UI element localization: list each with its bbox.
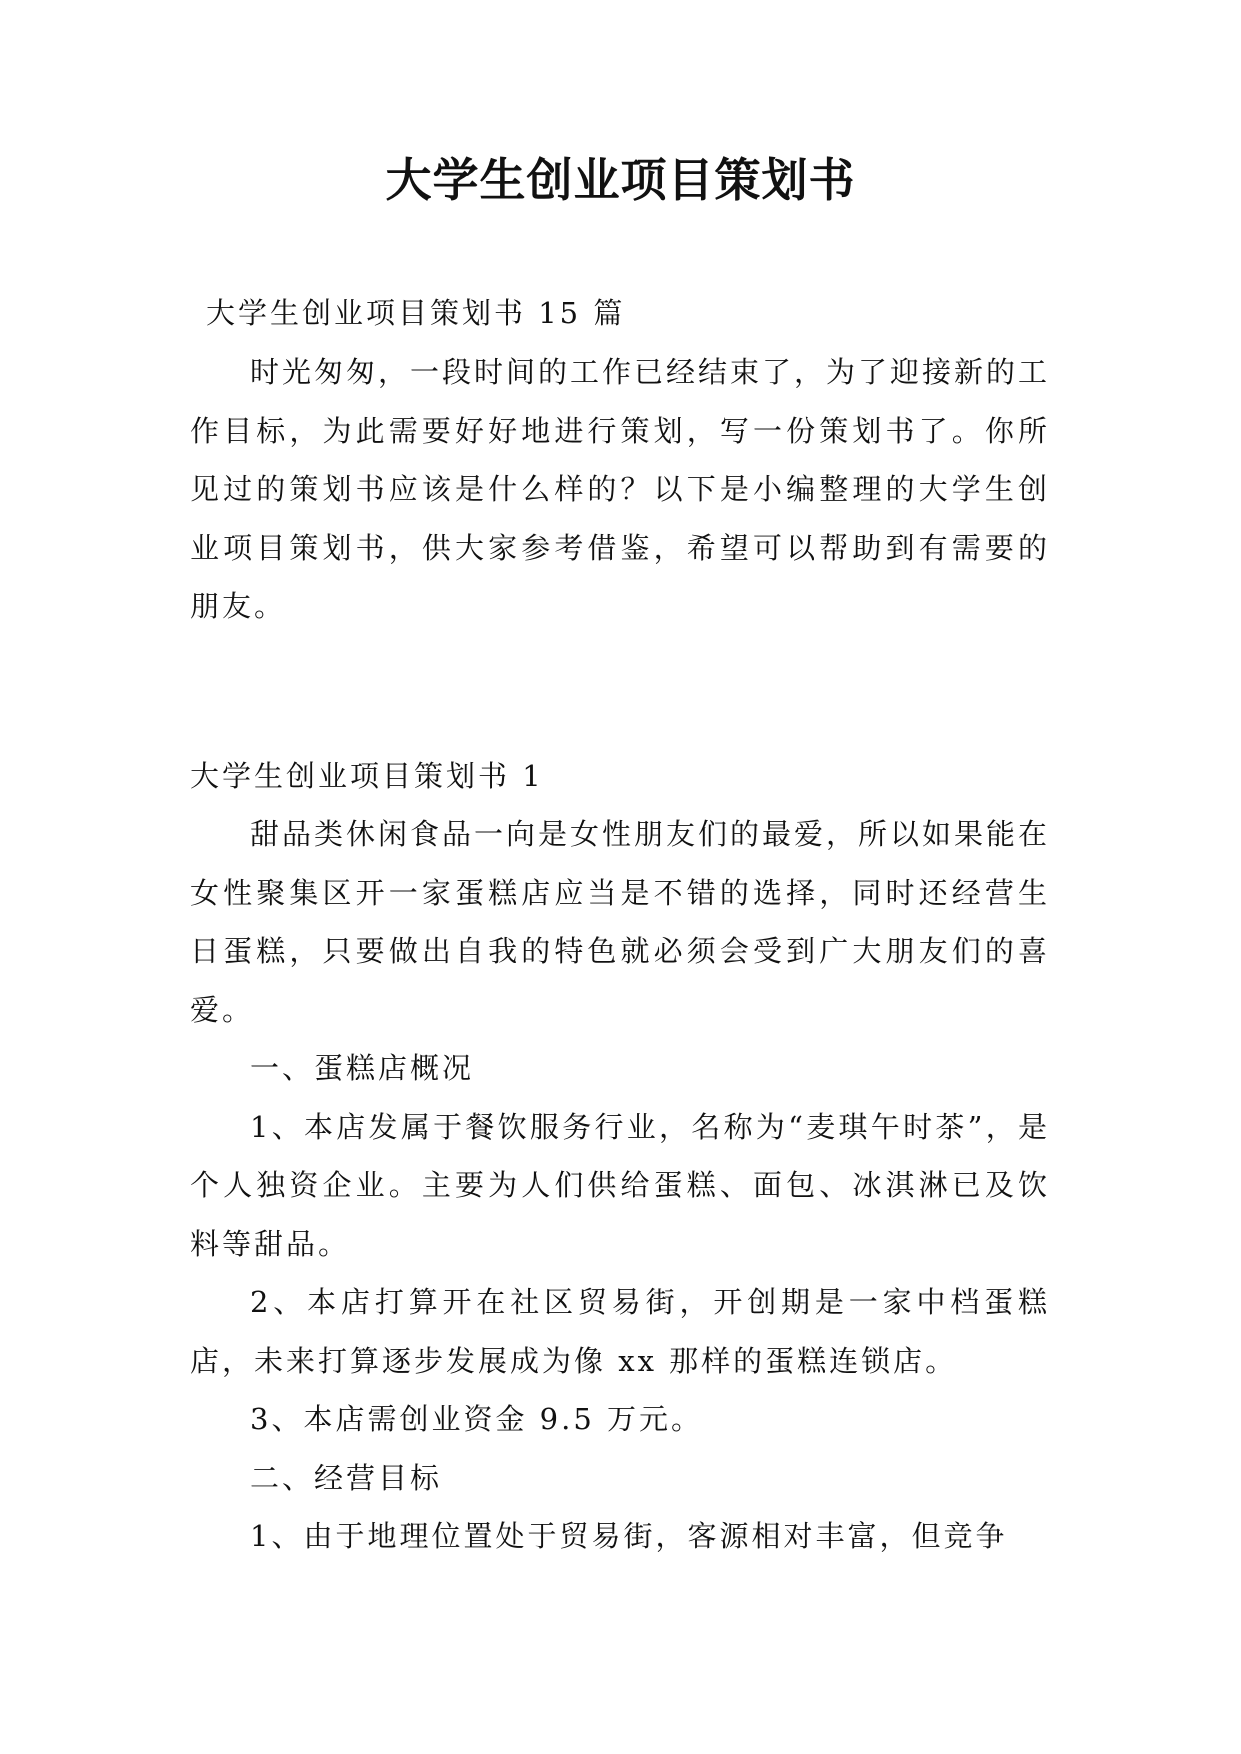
body-paragraph: 1、本店发属于餐饮服务行业，名称为“麦琪午时茶”，是个人独资企业。主要为人们供给蛋糕、面包、冰淇淋已及饮料等甜品。 [190,1109,1050,1261]
document-subtitle: 大学生创业项目策划书 15 篇 [206,296,626,330]
body-paragraph: 2、本店打算开在社区贸易街，开创期是一家中档蛋糕店，未来打算逐步发展成为像 xx 那样的蛋糕连锁店。 [190,1285,1050,1378]
section-spacer [190,636,1050,747]
body-paragraph: 3、本店需创业资金 9.5 万元。 [250,1402,704,1436]
document-title: 大学生创业项目策划书 [385,153,856,207]
subheading-paragraph: 二、经营目标 [250,1460,443,1495]
body-paragraph: 甜品类休闲食品一向是女性朋友们的最爱，所以如果能在女性聚集区开一家蛋糕店应当是不错的选择，同时还经营生日蛋糕，只要做出自我的特色就必须会受到广大朋友们的喜爱。 [190,817,1051,1027]
document-body [190,283,1050,1566]
intro-paragraph: 时光匆匆，一段时间的工作已经结束了，为了迎接新的工作目标，为此需要好好地进行策划，写一份策划书了。你所见过的策划书应该是什么样的？以下是小编整理的大学生创业项目策划书，供大家参考借鉴，希望可以帮助到有需要的朋友。 [190,355,1051,623]
subheading-paragraph: 一、蛋糕店概况 [250,1051,475,1085]
section-heading: 大学生创业项目策划书 1 [190,758,544,793]
body-paragraph: 1、由于地理位置处于贸易街，客源相对丰富，但竞争 [250,1519,1008,1553]
